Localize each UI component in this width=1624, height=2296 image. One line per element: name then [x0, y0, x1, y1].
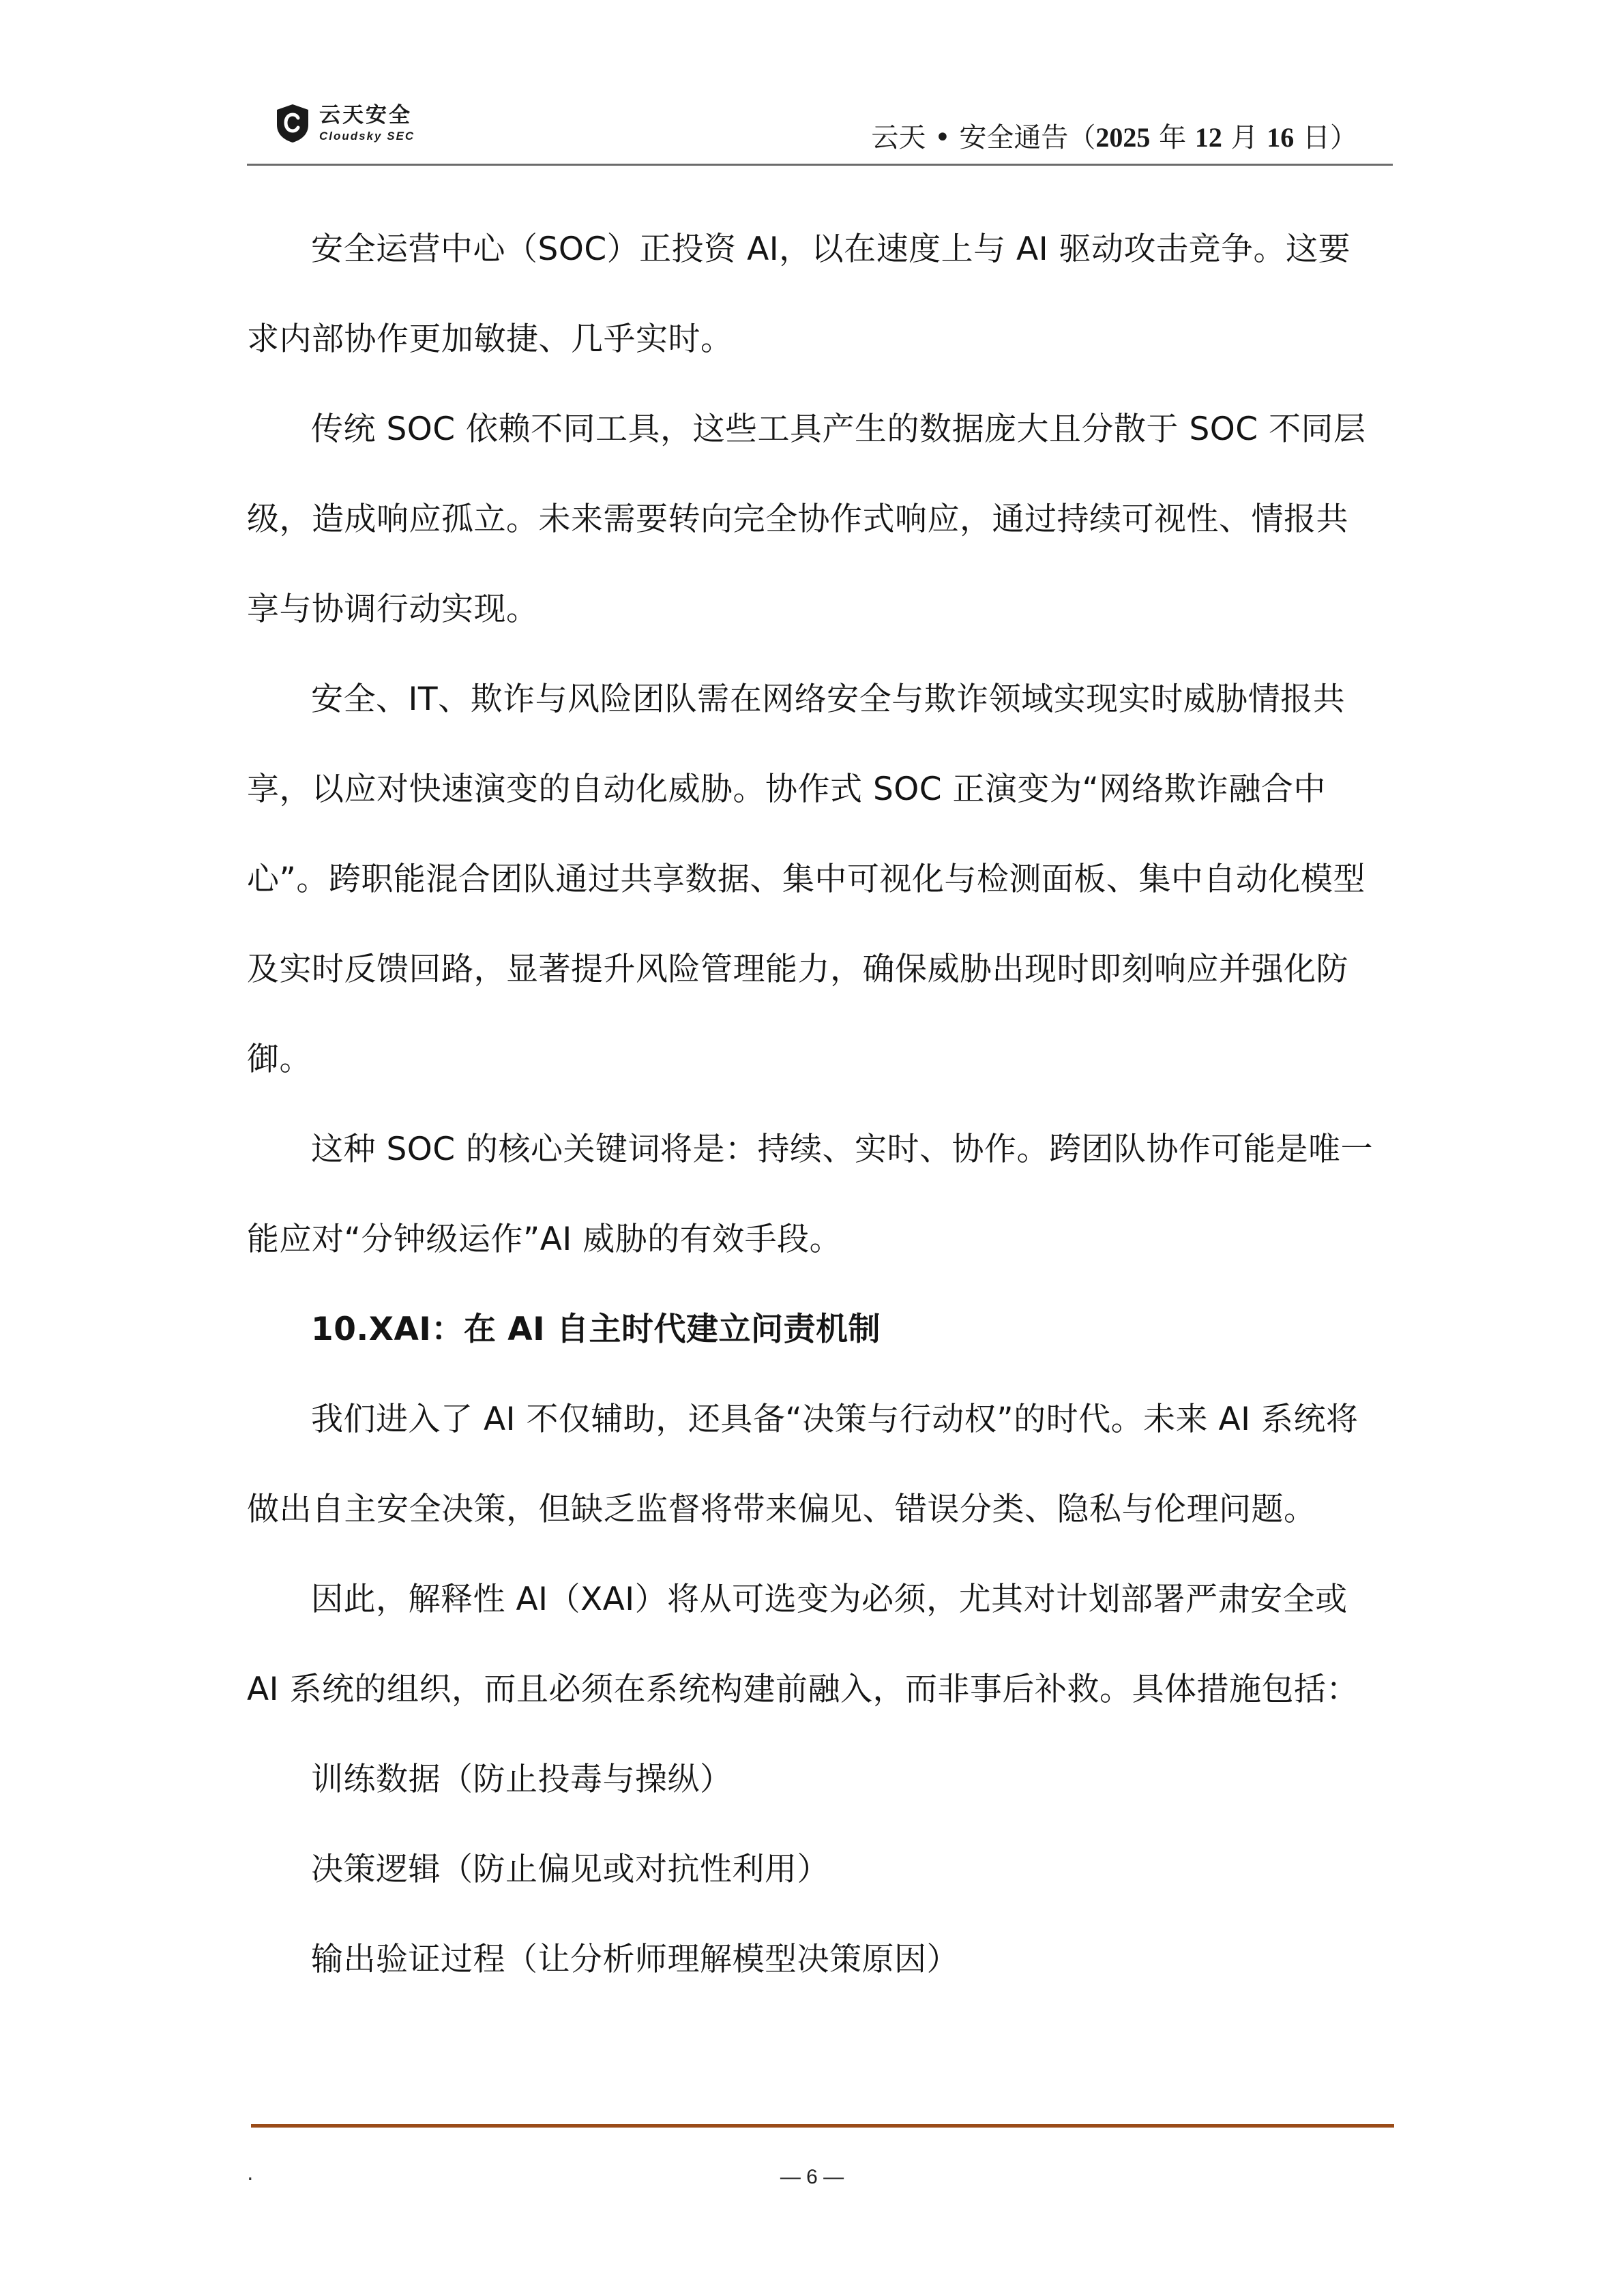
page-header — [247, 95, 1393, 165]
paragraph-xai-required: 因此，解释性 AI（XAI）将从可选变为必须，尤其对计划部署严肃安全或 AI 系统的组织，而且必须在系统构建前融入，而非事后补救。具体措施包括： — [247, 1581, 1359, 1708]
title-day: 16 — [1267, 122, 1295, 153]
paragraph-ai-autonomy: 我们进入了 AI 不仅辅助，还具备“决策与行动权”的时代。未来 AI 系统将做出自主安全决策，但缺乏监督将带来偏见、错误分类、隐私与伦理问题。 — [247, 1401, 1359, 1528]
title-prefix: 云天 • 安全通告（ — [871, 122, 1096, 153]
title-year: 2025 — [1095, 122, 1151, 153]
list-item-training-data: 训练数据（防止投毒与操纵） — [311, 1761, 733, 1798]
document-body — [247, 205, 1379, 2005]
footer-divider — [251, 2124, 1394, 2128]
title-suffix: 日） — [1294, 122, 1357, 153]
company-logo — [274, 101, 415, 146]
logo-english-name: Cloudsky SEC — [319, 130, 415, 143]
section-heading-xai: 10.XAI：在 AI 自主时代建立问责机制 — [311, 1311, 881, 1348]
logo-chinese-name: 云天安全 — [319, 103, 412, 128]
footer-dot: . — [247, 2162, 254, 2186]
shield-logo-icon — [274, 103, 311, 144]
paragraph-collaborative-soc: 安全、IT、欺诈与风险团队需在网络安全与欺诈领域实现实时威胁情报共享，以应对快速演变的自动化威胁。协作式 SOC 正演变为“网络欺诈融合中心”。跨职能混合团队通过共享数据、集中可视化与检测面板、集中自动化模型及实时反馈回路，显著提升风险管理能力，确保威胁出现时即刻响应并强化防御。 — [247, 681, 1365, 1078]
paragraph-soc-keywords: 这种 SOC 的核心关键词将是：持续、实时、协作。跨团队协作可能是唯一能应对“分钟级运作”AI 威胁的有效手段。 — [247, 1131, 1374, 1258]
page-number: — 6 — — [780, 2166, 844, 2188]
paragraph-traditional-soc: 传统 SOC 依赖不同工具，这些工具产生的数据庞大且分散于 SOC 不同层级，造成响应孤立。未来需要转向完全协作式响应，通过持续可视性、情报共享与协调行动实现。 — [247, 411, 1366, 628]
list-item-output-verification: 输出验证过程（让分析师理解模型决策原因） — [311, 1941, 959, 1978]
list-item-decision-logic: 决策逻辑（防止偏见或对抗性利用） — [311, 1851, 829, 1888]
header-divider — [247, 164, 1393, 166]
title-year-unit: 年 — [1150, 122, 1195, 153]
title-month-unit: 月 — [1222, 122, 1267, 153]
paragraph-soc-ai-investment: 安全运营中心（SOC）正投资 AI，以在速度上与 AI 驱动攻击竞争。这要求内部协作更加敏捷、几乎实时。 — [247, 230, 1350, 358]
title-month: 12 — [1194, 122, 1222, 153]
bulletin-title — [871, 116, 1357, 155]
